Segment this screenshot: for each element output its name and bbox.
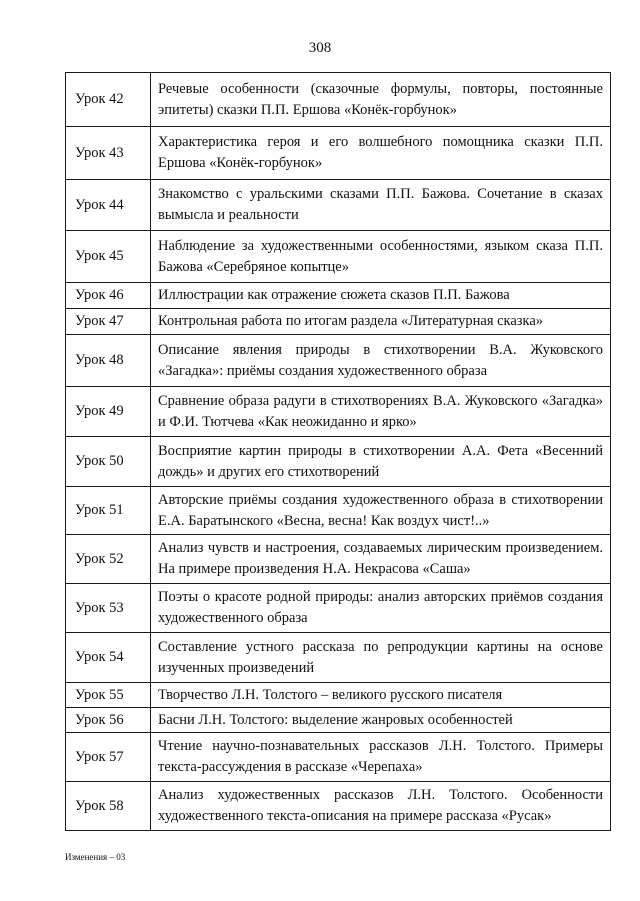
table-row bbox=[66, 633, 611, 683]
table-row bbox=[66, 535, 611, 584]
lesson-number: Урок 57 bbox=[66, 733, 151, 782]
lesson-topic: Характеристика героя и его волшебного помощника сказки П.П. Ершова «Конёк-горбунок» bbox=[151, 127, 611, 180]
lesson-topic: Составление устного рассказа по репродукции картины на основе изученных произведений bbox=[151, 633, 611, 683]
lesson-number: Урок 50 bbox=[66, 437, 151, 487]
lesson-number: Урок 55 bbox=[66, 683, 151, 708]
lesson-number: Урок 43 bbox=[66, 127, 151, 180]
table-row bbox=[66, 487, 611, 535]
lesson-topic: Знакомство с уральскими сказами П.П. Бажова. Сочетание в сказах вымысла и реальности bbox=[151, 180, 611, 231]
table-row bbox=[66, 335, 611, 387]
table-row bbox=[66, 180, 611, 231]
table-row bbox=[66, 584, 611, 633]
lesson-topic: Чтение научно-познавательных рассказов Л.Н. Толстого. Примеры текста-рассуждения в рассказе «Черепаха» bbox=[151, 733, 611, 782]
lesson-plan-table bbox=[65, 72, 611, 831]
lesson-number: Урок 46 bbox=[66, 283, 151, 309]
lesson-topic: Анализ чувств и настроения, создаваемых лирическим произведением. На примере произведения Н.А. Некрасова «Саша» bbox=[151, 535, 611, 584]
page-number: 308 bbox=[308, 40, 332, 56]
lesson-topic: Наблюдение за художественными особенностями, языком сказа П.П. Бажова «Серебряное копытце» bbox=[151, 231, 611, 283]
lesson-topic: Басни Л.Н. Толстого: выделение жанровых особенностей bbox=[151, 708, 611, 733]
revision-footer: Изменения – 03 bbox=[65, 852, 126, 862]
lesson-topic: Описание явления природы в стихотворении В.А. Жуковского «Загадка»: приёмы создания художественного образа bbox=[151, 335, 611, 387]
lesson-topic: Поэты о красоте родной природы: анализ авторских приёмов создания художественного образа bbox=[151, 584, 611, 633]
table-row bbox=[66, 231, 611, 283]
lesson-number: Урок 52 bbox=[66, 535, 151, 584]
lesson-topic: Контрольная работа по итогам раздела «Литературная сказка» bbox=[151, 309, 611, 335]
lesson-topic: Авторские приёмы создания художественного образа в стихотворении Е.А. Баратынского «Весна, весна! Как воздух чист!..» bbox=[151, 487, 611, 535]
lesson-number: Урок 42 bbox=[66, 73, 151, 127]
lesson-number: Урок 54 bbox=[66, 633, 151, 683]
lesson-topic: Восприятие картин природы в стихотворении А.А. Фета «Весенний дождь» и других его стихотворений bbox=[151, 437, 611, 487]
lesson-topic: Речевые особенности (сказочные формулы, повторы, постоянные эпитеты) сказки П.П. Ершова «Конёк-горбунок» bbox=[151, 73, 611, 127]
lesson-number: Урок 56 bbox=[66, 708, 151, 733]
lesson-topic: Творчество Л.Н. Толстого – великого русского писателя bbox=[151, 683, 611, 708]
table-row bbox=[66, 437, 611, 487]
table-row bbox=[66, 683, 611, 708]
table-row bbox=[66, 708, 611, 733]
lesson-number: Урок 49 bbox=[66, 387, 151, 437]
table-row bbox=[66, 387, 611, 437]
table-row bbox=[66, 782, 611, 831]
lesson-number: Урок 47 bbox=[66, 309, 151, 335]
table-row bbox=[66, 127, 611, 180]
lesson-number: Урок 48 bbox=[66, 335, 151, 387]
lesson-topic: Сравнение образа радуги в стихотворениях В.А. Жуковского «Загадка» и Ф.И. Тютчева «Как неожиданно и ярко» bbox=[151, 387, 611, 437]
table-row bbox=[66, 309, 611, 335]
lesson-number: Урок 51 bbox=[66, 487, 151, 535]
lesson-number: Урок 45 bbox=[66, 231, 151, 283]
table-row bbox=[66, 73, 611, 127]
table-row bbox=[66, 733, 611, 782]
lesson-number: Урок 44 bbox=[66, 180, 151, 231]
lesson-topic: Иллюстрации как отражение сюжета сказов П.П. Бажова bbox=[151, 283, 611, 309]
lesson-number: Урок 53 bbox=[66, 584, 151, 633]
lesson-number: Урок 58 bbox=[66, 782, 151, 831]
table-row bbox=[66, 283, 611, 309]
lesson-topic: Анализ художественных рассказов Л.Н. Толстого. Особенности художественного текста-описания на примере рассказа «Русак» bbox=[151, 782, 611, 831]
